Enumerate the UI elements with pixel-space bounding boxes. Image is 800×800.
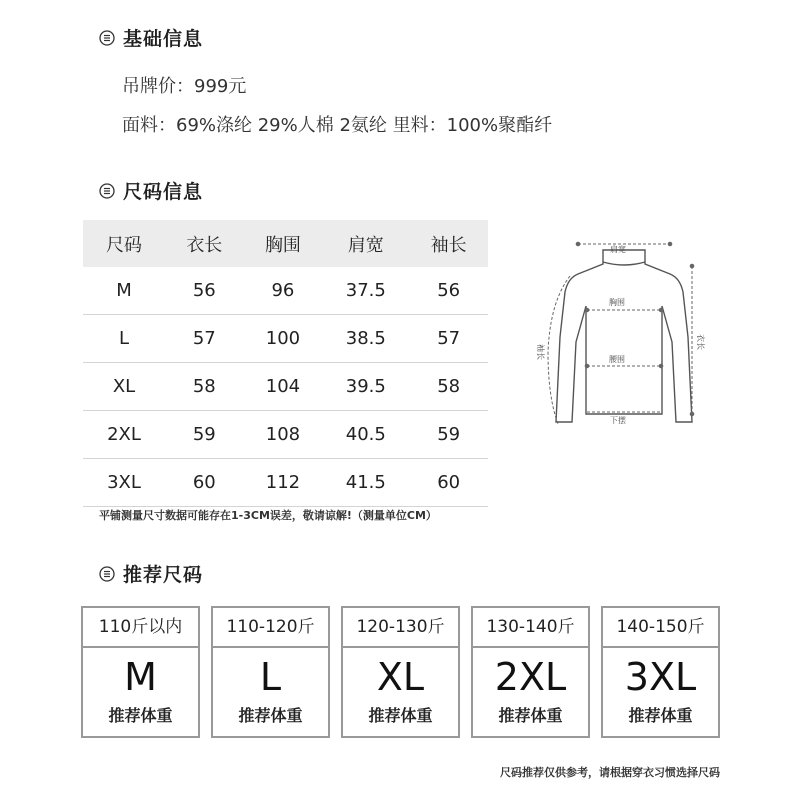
card-size: XL	[376, 655, 425, 699]
list-circle-icon	[99, 30, 115, 46]
size-card-3xl	[601, 606, 720, 738]
card-weight: 120-130斤	[343, 608, 458, 648]
size-card-2xl	[471, 606, 590, 738]
cell: L	[83, 315, 165, 363]
cell: 59	[409, 411, 488, 459]
cell: 112	[244, 459, 323, 507]
measure-lines	[548, 242, 694, 424]
recommend-footnote: 尺码推荐仅供参考，请根据穿衣习惯选择尺码	[500, 766, 720, 779]
cell: 96	[244, 267, 323, 315]
list-circle-icon	[99, 566, 115, 582]
size-card-l	[211, 606, 330, 738]
card-size: 3XL	[624, 655, 697, 699]
card-weight: 130-140斤	[473, 608, 588, 648]
card-size: M	[124, 655, 157, 699]
garment-measurement-diagram	[510, 232, 720, 432]
cell: 56	[165, 267, 244, 315]
card-label: 推荐体重	[368, 706, 433, 725]
cell: 39.5	[322, 363, 409, 411]
measurement-note: 平铺测量尺寸数据可能存在1-3CM误差，敬请谅解!（测量单位CM）	[99, 509, 437, 522]
cell: 59	[165, 411, 244, 459]
basic-info-header	[99, 24, 203, 51]
cell: 60	[165, 459, 244, 507]
diagram-label-shoulder: 肩宽	[610, 245, 626, 254]
table-row	[83, 363, 488, 411]
table-row	[83, 267, 488, 315]
cell: 40.5	[322, 411, 409, 459]
recommend-header	[99, 560, 203, 587]
cell: 100	[244, 315, 323, 363]
list-circle-icon	[99, 183, 115, 199]
cell: 60	[409, 459, 488, 507]
diagram-label-waist: 腰围	[609, 355, 625, 364]
header-length: 衣长	[165, 220, 244, 267]
turtleneck-outline	[556, 250, 692, 422]
card-size: L	[259, 655, 282, 699]
cell: 38.5	[322, 315, 409, 363]
cell: 58	[409, 363, 488, 411]
cell: M	[83, 267, 165, 315]
size-table	[83, 220, 488, 507]
size-info-header	[99, 177, 203, 204]
section-title: 尺码信息	[123, 181, 204, 203]
header-size: 尺码	[83, 220, 165, 267]
fabric-info: 面料：69%涤纶 29%人棉 2氨纶 里料：100%聚酯纤	[122, 115, 553, 136]
section-title: 推荐尺码	[123, 564, 204, 586]
card-label: 推荐体重	[498, 706, 563, 725]
cell: 58	[165, 363, 244, 411]
cell: 57	[165, 315, 244, 363]
diagram-label-chest: 胸围	[609, 298, 625, 307]
cell: 56	[409, 267, 488, 315]
size-card-xl	[341, 606, 460, 738]
card-label: 推荐体重	[238, 706, 303, 725]
header-sleeve: 袖长	[409, 220, 488, 267]
cell: 108	[244, 411, 323, 459]
card-weight: 110-120斤	[213, 608, 328, 648]
section-title: 基础信息	[123, 28, 204, 50]
size-card-m	[81, 606, 200, 738]
diagram-label-hem: 下摆	[610, 416, 626, 425]
header-shoulder: 肩宽	[322, 220, 409, 267]
card-size: 2XL	[494, 655, 567, 699]
header-chest: 胸围	[244, 220, 323, 267]
cell: 3XL	[83, 459, 165, 507]
cell: 57	[409, 315, 488, 363]
card-label: 推荐体重	[628, 706, 693, 725]
table-row	[83, 411, 488, 459]
tag-price: 吊牌价：999元	[122, 76, 247, 97]
cell: XL	[83, 363, 165, 411]
cell: 37.5	[322, 267, 409, 315]
cell: 104	[244, 363, 323, 411]
diagram-label-sleeve: 袖长	[536, 344, 545, 360]
cell: 41.5	[322, 459, 409, 507]
diagram-label-length: 衣长	[696, 334, 705, 350]
table-header-row	[83, 220, 488, 267]
card-weight: 110斤以内	[83, 608, 198, 648]
card-label: 推荐体重	[108, 706, 173, 725]
table-row	[83, 459, 488, 507]
card-weight: 140-150斤	[603, 608, 718, 648]
table-row	[83, 315, 488, 363]
cell: 2XL	[83, 411, 165, 459]
